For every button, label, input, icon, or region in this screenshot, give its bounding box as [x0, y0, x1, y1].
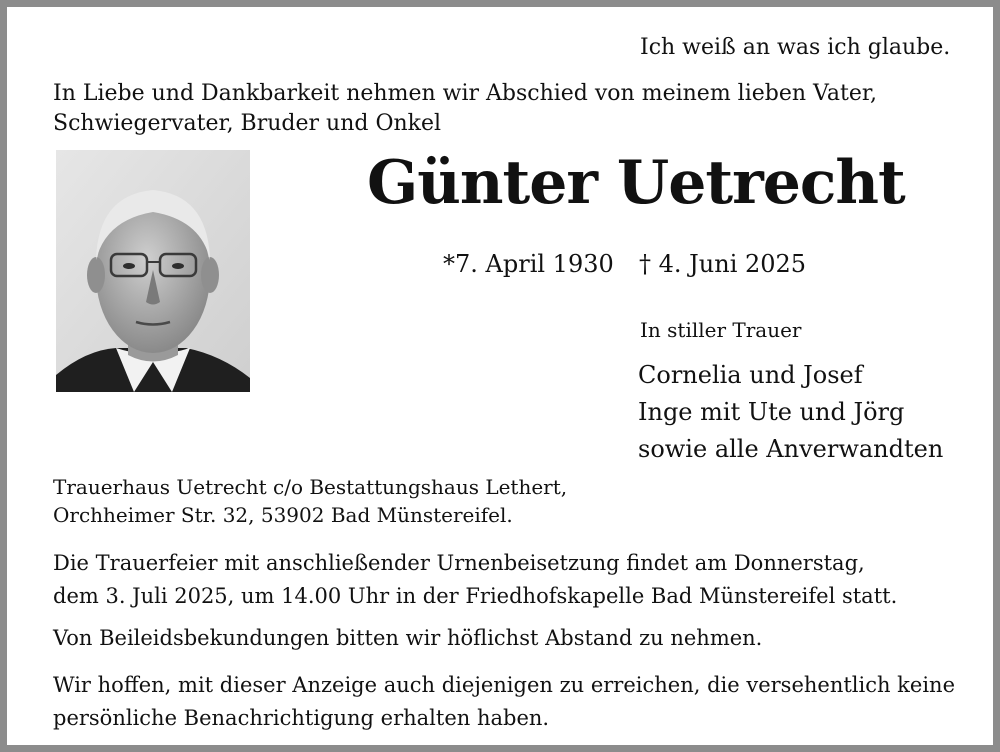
- mourner-name: Inge mit Ute und Jörg: [638, 398, 905, 426]
- intro-text: [53, 79, 877, 139]
- notification-note: [53, 669, 955, 735]
- address-line: Trauerhaus Uetrecht c/o Bestattungshaus Lethert,: [53, 475, 568, 499]
- mourners-list: [638, 357, 943, 468]
- condolences-note: Von Beileidsbekundungen bitten wir höflichst Abstand zu nehmen.: [53, 626, 763, 650]
- mourner-name: sowie alle Anverwandten: [638, 435, 944, 463]
- portrait-image: [56, 150, 250, 392]
- motto: Ich weiß an was ich glaube.: [640, 35, 951, 60]
- funeral-service-info: [53, 547, 897, 613]
- mourners-heading: In stiller Trauer: [640, 318, 802, 342]
- note-line: persönliche Benachrichtigung erhalten haben.: [53, 706, 550, 730]
- mourning-house-address: [53, 473, 567, 529]
- service-line: dem 3. Juli 2025, um 14.00 Uhr in der Friedhofskapelle Bad Münstereifel statt.: [53, 584, 898, 608]
- mourner-name: Cornelia und Josef: [638, 361, 863, 389]
- death-date: † 4. Juni 2025: [639, 250, 807, 278]
- note-line: Wir hoffen, mit dieser Anzeige auch diejenigen zu erreichen, die versehentlich keine: [53, 673, 956, 697]
- address-line: Orchheimer Str. 32, 53902 Bad Münstereifel.: [53, 503, 513, 527]
- service-line: Die Trauerfeier mit anschließender Urnenbeisetzung findet am Donnerstag,: [53, 551, 865, 575]
- intro-line: Schwiegervater, Bruder und Onkel: [53, 111, 442, 136]
- birth-date: *7. April 1930: [443, 250, 614, 278]
- portrait-photo: [56, 150, 250, 392]
- deceased-name: Günter Uetrecht: [367, 148, 905, 218]
- intro-line: In Liebe und Dankbarkeit nehmen wir Abschied von meinem lieben Vater,: [53, 81, 877, 106]
